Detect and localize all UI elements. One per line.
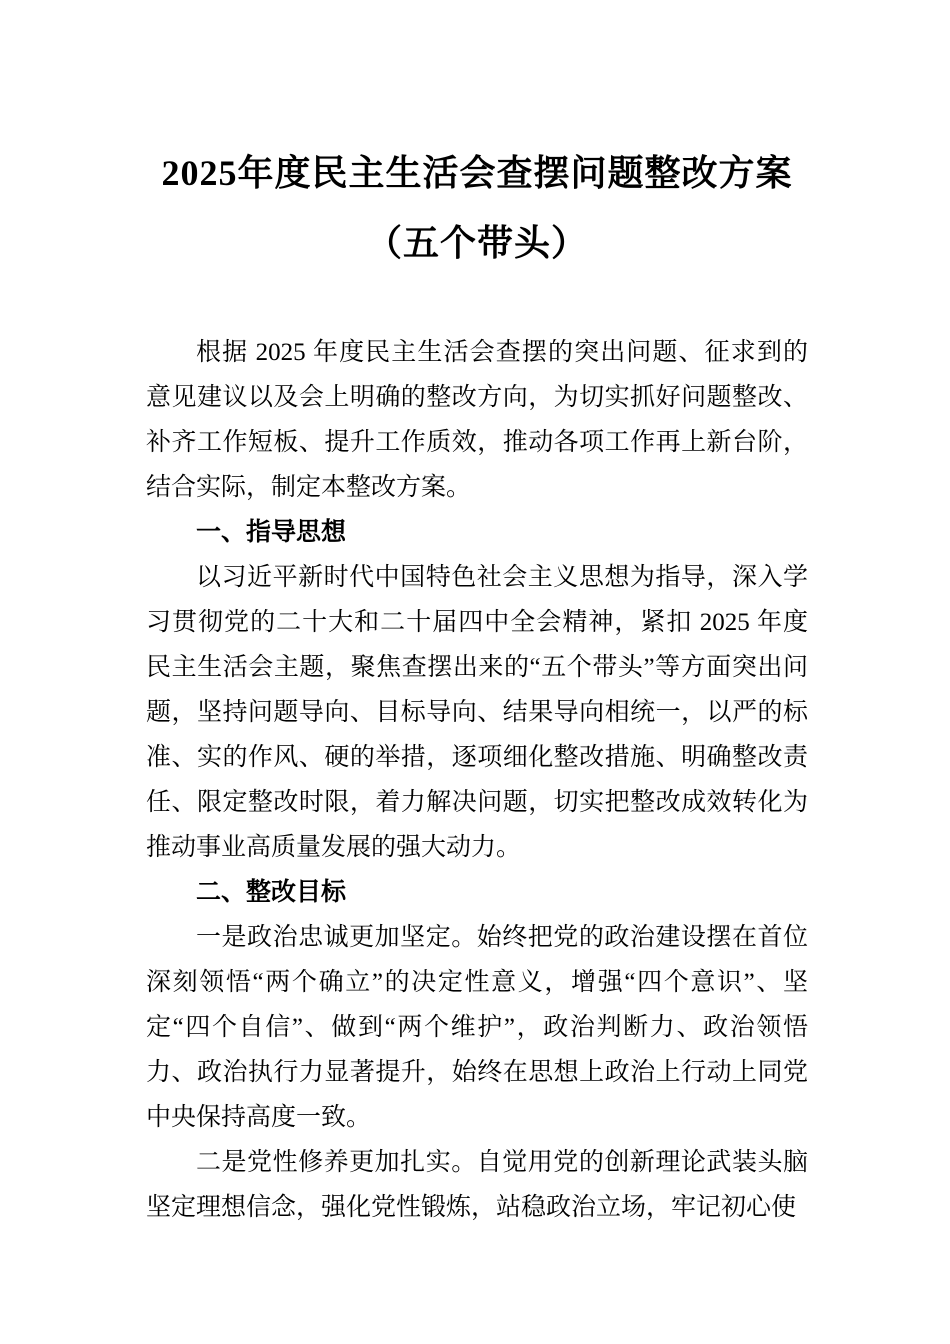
paragraph: 二是党性修养更加扎实。自觉用党的创新理论武装头脑坚定理想信念，强化党性锻炼，站稳政治立场，牢记初心使 — [146, 1149, 808, 1222]
section-heading: 一、指导思想 — [196, 518, 347, 547]
paragraph: 以习近平新时代中国特色社会主义思想为指导，深入学习贯彻党的二十大和二十届四中全会精神，紧扣 2025 年度民主生活会主题，聚焦查摆出来的“五个带头”等方面突出问题，坚持问题导向、目标导向、结果导向相统一，以严的标准、实的作风、硬的举措，逐项细化整改措施、明确整改责任、限定整改时限，着力解决问题，切实把整改成效转化为推动事业高质量发展的强大动力。 — [146, 564, 808, 862]
document-body — [146, 330, 808, 1230]
paragraph: 一是政治忠诚更加坚定。始终把党的政治建设摆在首位深刻领悟“两个确立”的决定性意义，增强“四个意识”、坚定“四个自信”、做到“两个维护”，政治判断力、政治领悟力、政治执行力显著提升，始终在思想上政治上行动上同党中央保持高度一致。 — [146, 924, 808, 1132]
document-title: 2025年度民主生活会查摆问题整改方案（五个带头） — [161, 153, 793, 264]
section-heading: 二、整改目标 — [196, 878, 347, 907]
paragraph: 根据 2025 年度民主生活会查摆的突出问题、征求到的意见建议以及会上明确的整改方向，为切实抓好问题整改、补齐工作短板、提升工作质效，推动各项工作再上新台阶，结合实际，制定本整改方案。 — [146, 339, 808, 502]
